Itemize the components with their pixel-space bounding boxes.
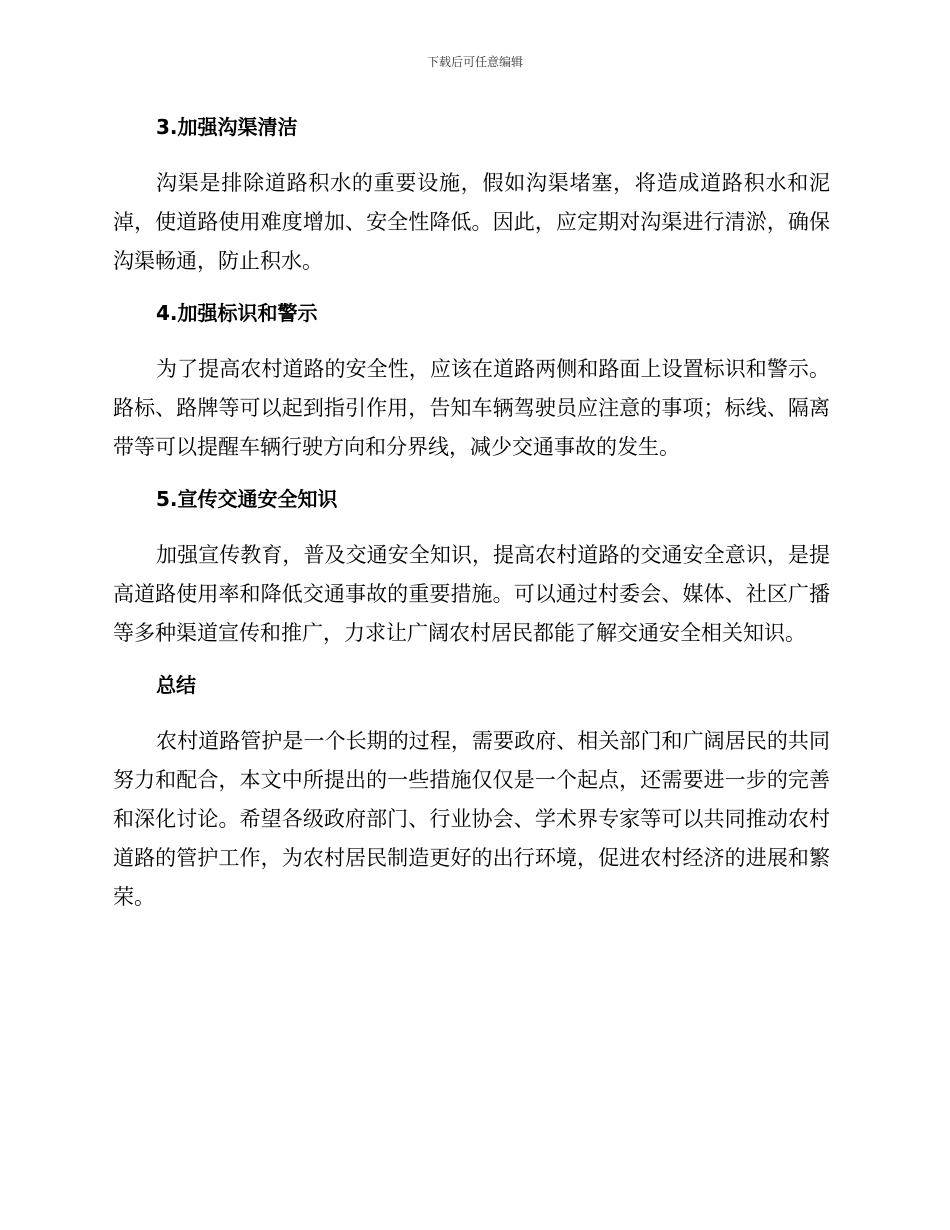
section-paragraph: 沟渠是排除道路积水的重要设施，假如沟渠堵塞，将造成道路积水和泥淖，使道路使用难度增加、安全性降低。因此，应定期对沟渠进行清淤，确保沟渠畅通，防止积水。 [113, 171, 830, 273]
section-paragraph: 为了提高农村道路的安全性，应该在道路两侧和路面上设置标识和警示。路标、路牌等可以起到指引作用，告知车辆驾驶员应注意的事项；标线、隔离带等可以提醒车辆行驶方向和分界线，减少交通事故的发生。 [113, 357, 830, 459]
page-header: 下载后可任意编辑 [426, 55, 523, 69]
section-signs-warnings [113, 294, 830, 467]
section-traffic-safety-education [113, 480, 830, 653]
section-ditch-cleaning [113, 108, 830, 281]
document-body [113, 108, 830, 917]
section-paragraph: 农村道路管护是一个长期的过程，需要政府、相关部门和广阔居民的共同努力和配合，本文中所提出的一些措施仅仅是一个起点，还需要进一步的完善和深化讨论。希望各级政府部门、行业协会、学术界专家等可以共同推动农村道路的管护工作，为农村居民制造更好的出行环境，促进农村经济的进展和繁荣。 [113, 729, 830, 909]
section-summary [113, 666, 830, 917]
section-heading: 5.宣传交通安全知识 [156, 487, 338, 511]
section-paragraph: 加强宣传教育，普及交通安全知识，提高农村道路的交通安全意识，是提高道路使用率和降低交通事故的重要措施。可以通过村委会、媒体、社区广播等多种渠道宣传和推广，力求让广阔农村居民都能了解交通安全相关知识。 [113, 543, 830, 645]
section-heading: 4.加强标识和警示 [156, 301, 318, 325]
section-heading: 3.加强沟渠清洁 [156, 115, 298, 139]
section-heading: 总结 [156, 673, 196, 697]
